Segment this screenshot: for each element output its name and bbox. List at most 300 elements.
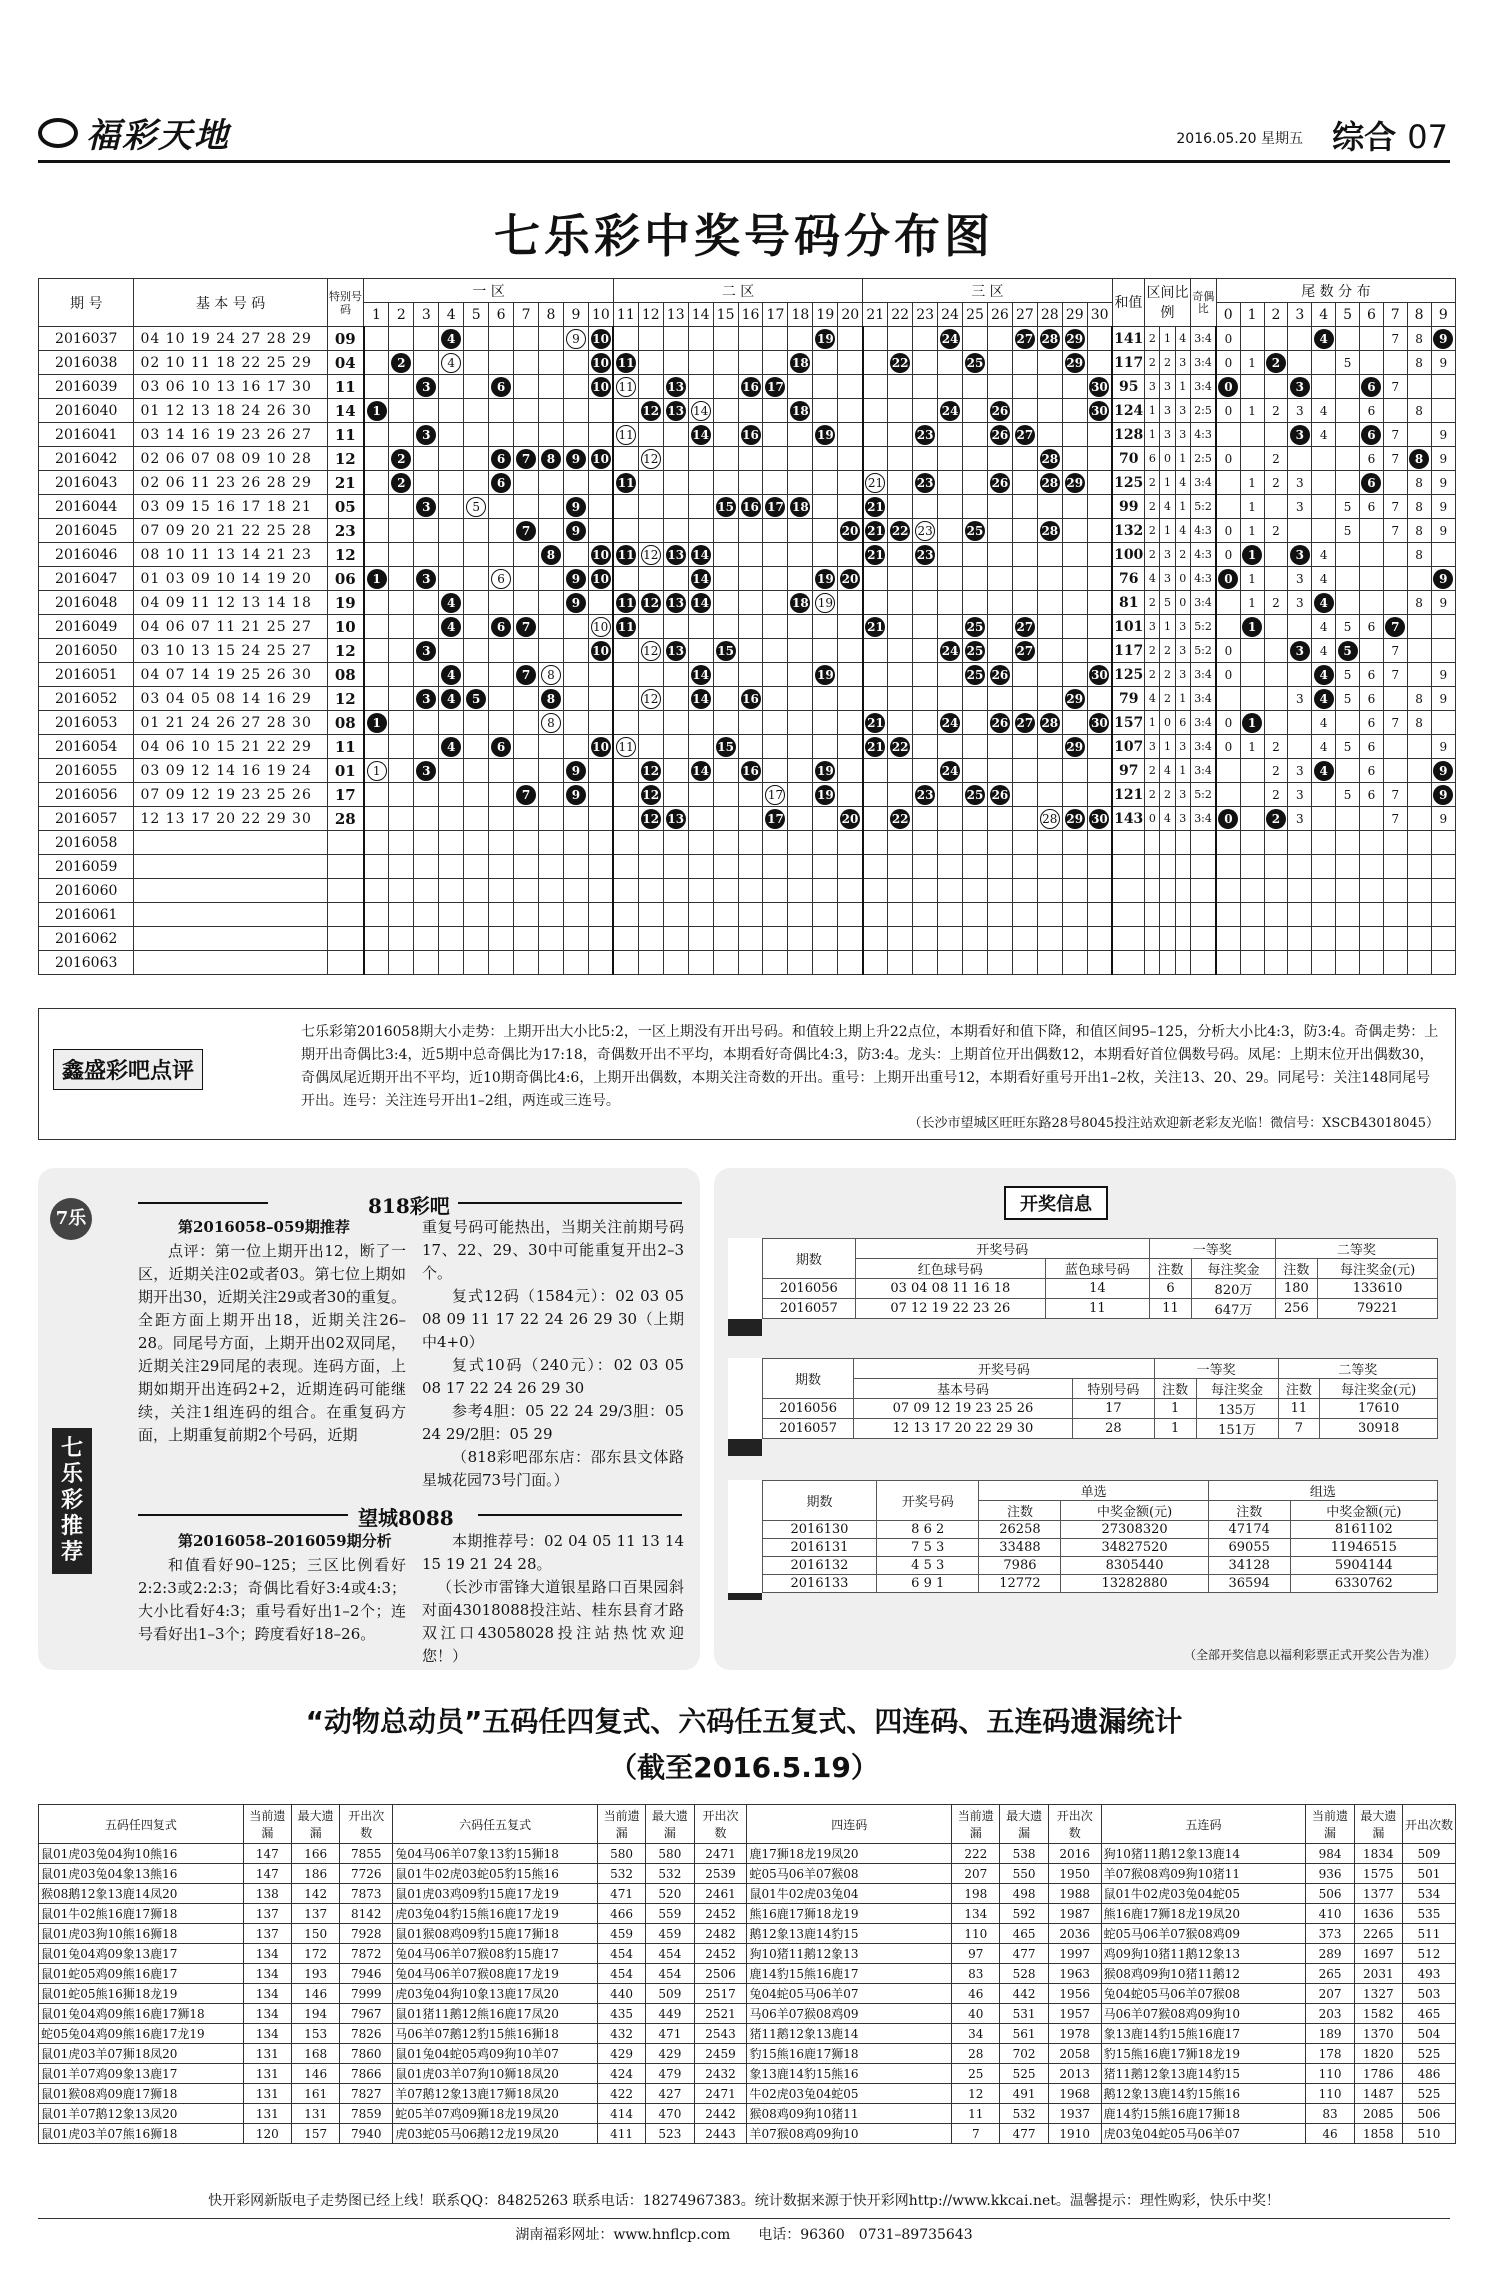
stats-combo: 兔04蛇05马06羊07 [747, 1984, 952, 2004]
number-cell [863, 351, 888, 375]
number-cell [439, 423, 464, 447]
tail-cell [1216, 903, 1240, 927]
tail-cell [1240, 447, 1264, 471]
drawn-ball: 3 [416, 377, 436, 397]
tail-cell: 3 [1288, 759, 1312, 783]
period-cell: 2016043 [39, 471, 134, 495]
footer-contact: 湖南福彩网址：www.hnflcp.com 电话：96360 0731–89735643 [515, 2227, 973, 2243]
tail-cell: 1 [1240, 519, 1264, 543]
special-cell [327, 903, 364, 927]
number-cell [563, 519, 588, 543]
kj-subhead: 每注奖金 [1196, 1379, 1278, 1399]
tail-cell [1407, 447, 1431, 471]
number-cell [663, 879, 688, 903]
drawn-ball: 9 [566, 761, 586, 781]
stats-value: 28 [952, 2044, 1000, 2064]
number-cell [963, 903, 988, 927]
number-cell [788, 855, 813, 879]
stats-value: 427 [646, 2084, 694, 2104]
special-cell: 17 [327, 783, 364, 807]
kj-cell: 30918 [1320, 1419, 1438, 1439]
number-cell [738, 471, 763, 495]
tail-cell [1336, 855, 1360, 879]
stats-value: 134 [243, 2004, 291, 2024]
stats-value: 477 [1000, 1944, 1048, 1964]
special-ball: 11 [616, 377, 636, 397]
number-cell [838, 351, 863, 375]
number-cell [688, 687, 713, 711]
number-cell [663, 927, 688, 951]
tail-cell [1431, 831, 1455, 855]
stats-combo: 鼠01虎03狗10熊16狮18 [39, 1924, 244, 1944]
stats-combo: 马06羊07鹅12豹15熊16狮18 [393, 2024, 598, 2044]
number-cell [364, 399, 389, 423]
number-cell [663, 351, 688, 375]
tail-cell [1288, 351, 1312, 375]
number-cell [563, 855, 588, 879]
number-cell [987, 519, 1012, 543]
number-cell [938, 831, 963, 855]
number-cell [588, 903, 613, 927]
number-cell [713, 351, 738, 375]
number-cell [563, 351, 588, 375]
number-cell [663, 759, 688, 783]
drawn-ball: 12 [641, 401, 661, 421]
drawn-ball: 2 [391, 473, 411, 493]
number-cell [613, 735, 638, 759]
number-cell [1087, 519, 1112, 543]
number-cell [439, 951, 464, 975]
stats-combo: 鼠01牛02虎03兔04 [747, 1884, 952, 1904]
number-cell [663, 663, 688, 687]
special-ball: 11 [616, 737, 636, 757]
tail-cell [1240, 783, 1264, 807]
number-cell [364, 879, 389, 903]
number-cell [888, 735, 913, 759]
stats-value: 525 [1402, 2044, 1455, 2064]
stats-value: 592 [1000, 1904, 1048, 1924]
head-number: 11 [613, 303, 638, 327]
period-cell: 2016039 [39, 375, 134, 399]
grid-row [39, 471, 1456, 495]
number-cell [738, 807, 763, 831]
interval-cell: 3 [1175, 735, 1190, 759]
tail-cell [1312, 927, 1336, 951]
drawn-ball: 16 [741, 689, 761, 709]
comment-text: 七乐彩第2016058期大小走势：上期开出大小比5:2，一区上期没有开出号码。和值较上期上升22点位，本期看好和值下降，和值区间95–125，分析大小比4:3，防3:4。奇偶走势：上期开出奇偶比3:4，近5期中总奇偶比为17:18，奇偶数开出不平均，本期看好奇偶比4:3，防3:4。龙头：上期首位开出偶数12，本期看好首位偶数号码。凤尾：上期末位开出偶数30，奇偶凤尾近期开出不平均，近10期奇偶比4:6，上期开出偶数，本期关注奇数的开出。重号：上期开出重号12，本期看好重号开出1–2枚，关注13、20、29。同尾号：关注148同尾号开出。连号：关注连号开出1–2组，两连或三连号。 [301, 1024, 1439, 1109]
number-cell [663, 639, 688, 663]
kj-cell: 14 [1045, 1279, 1149, 1299]
bar8088-name: 望城8088 [358, 1506, 454, 1530]
tail-cell: 6 [1359, 687, 1383, 711]
number-cell [588, 879, 613, 903]
number-cell [987, 711, 1012, 735]
number-cell [763, 591, 788, 615]
kj-head: 期数 [763, 1239, 856, 1279]
kj-cell: 33488 [979, 1539, 1061, 1557]
number-cell [938, 327, 963, 351]
stats-value: 137 [292, 1904, 340, 1924]
head-tail-digit: 4 [1312, 303, 1336, 327]
tail-cell [1359, 591, 1383, 615]
number-cell [439, 399, 464, 423]
number-cell [489, 447, 514, 471]
tail-cell: 8 [1407, 327, 1431, 351]
tail-cell [1288, 375, 1312, 399]
number-cell [563, 495, 588, 519]
number-cell [464, 447, 489, 471]
special-cell: 08 [327, 663, 364, 687]
logo-icon [38, 118, 78, 148]
interval-cell: 3 [1145, 615, 1160, 639]
number-cell [464, 543, 489, 567]
number-cell [1012, 543, 1037, 567]
kj-head: 单选 [979, 1481, 1208, 1501]
number-cell [713, 639, 738, 663]
number-cell [838, 615, 863, 639]
number-cell [738, 663, 763, 687]
number-cell [1062, 711, 1087, 735]
stats-combo: 鼠01牛02熊16鹿17狮18 [39, 1904, 244, 1924]
interval-cell [1175, 831, 1190, 855]
tail-cell [1216, 855, 1240, 879]
drawn-ball: 18 [790, 353, 810, 373]
head-number: 6 [489, 303, 514, 327]
stats-combo: 蛇05兔04鸡09熊16鹿17龙19 [39, 2024, 244, 2044]
number-cell [863, 711, 888, 735]
number-cell [1062, 567, 1087, 591]
grid-row [39, 591, 1456, 615]
ssq-table [728, 1238, 1438, 1319]
head-zone1: 一 区 [364, 279, 613, 303]
numbers-cell: 01 21 24 26 27 28 30 [134, 711, 327, 735]
interval-cell: 1 [1175, 687, 1190, 711]
number-cell [938, 447, 963, 471]
kj-cell: 1 [1154, 1399, 1196, 1419]
stats-head: 开出次数 [1048, 1805, 1101, 1844]
number-cell [963, 711, 988, 735]
interval-cell: 1 [1175, 759, 1190, 783]
tail-cell: 9 [1431, 447, 1455, 471]
stats-value: 147 [243, 1844, 291, 1864]
head-number: 22 [888, 303, 913, 327]
special-ball: 12 [641, 449, 661, 469]
number-cell [838, 423, 863, 447]
number-cell [439, 543, 464, 567]
number-cell [913, 615, 938, 639]
grid-row [39, 903, 1456, 927]
stats-value: 146 [292, 1984, 340, 2004]
tail-cell [1216, 471, 1240, 495]
stats-combo: 鼠01虎03兔04狗10熊16 [39, 1844, 244, 1864]
interval-cell: 0 [1160, 447, 1175, 471]
interval-cell [1160, 855, 1175, 879]
stats-value: 203 [1306, 2004, 1354, 2024]
period-cell: 2016050 [39, 639, 134, 663]
tail-cell [1288, 519, 1312, 543]
drawn-ball: 14 [691, 569, 711, 589]
drawn-ball: 13 [666, 641, 686, 661]
bar8088-col1: 和值看好90–125；三区比例看好2:2:3或2:2:3；奇偶比看好3:4或4:3；大小比看好4:3；重号看好出1–2个；连号看好出1–3个；跨度看好18–26。 [138, 1556, 406, 1643]
number-cell [888, 591, 913, 615]
interval-cell: 1 [1160, 615, 1175, 639]
drawn-ball: 24 [940, 641, 960, 661]
tail-cell [1240, 423, 1264, 447]
drawn-ball: 10 [591, 377, 611, 397]
number-cell [838, 783, 863, 807]
tail-cell: 8 [1407, 351, 1431, 375]
interval-cell: 2 [1145, 519, 1160, 543]
number-cell [389, 495, 414, 519]
number-cell [863, 519, 888, 543]
number-cell [838, 399, 863, 423]
stats-value: 1963 [1048, 1964, 1101, 1984]
number-cell [489, 519, 514, 543]
sum-cell: 157 [1112, 711, 1145, 735]
number-cell [813, 951, 838, 975]
head-number: 20 [838, 303, 863, 327]
tail-cell [1407, 855, 1431, 879]
number-cell [389, 879, 414, 903]
number-cell [414, 759, 439, 783]
stats-value: 2461 [694, 1884, 747, 1904]
stats-value: 477 [1000, 2124, 1048, 2144]
drawn-ball: 10 [591, 353, 611, 373]
stats-value: 466 [597, 1904, 645, 1924]
drawn-ball: 6 [491, 737, 511, 757]
stats-value: 493 [1402, 1964, 1455, 1984]
number-cell [514, 735, 539, 759]
number-cell [638, 591, 663, 615]
stats-value: 2265 [1354, 1924, 1402, 1944]
drawn-ball: 24 [940, 713, 960, 733]
stats-value: 7999 [340, 1984, 393, 2004]
grid-row [39, 855, 1456, 879]
number-cell [414, 879, 439, 903]
number-cell [913, 543, 938, 567]
period-cell: 2016038 [39, 351, 134, 375]
number-cell [489, 567, 514, 591]
number-cell [863, 735, 888, 759]
stats-value: 7946 [340, 1964, 393, 1984]
drawn-ball: 8 [541, 689, 561, 709]
special-cell: 12 [327, 447, 364, 471]
tail-cell: 0 [1216, 399, 1240, 423]
number-cell [1062, 495, 1087, 519]
number-cell [1037, 783, 1062, 807]
number-cell [489, 735, 514, 759]
number-cell [389, 351, 414, 375]
special-cell: 11 [327, 735, 364, 759]
tail-cell [1312, 855, 1336, 879]
interval-cell: 1 [1175, 495, 1190, 519]
number-cell [439, 735, 464, 759]
interval-cell: 1 [1145, 423, 1160, 447]
tail-cell: 2 [1264, 399, 1288, 423]
number-cell [963, 399, 988, 423]
grid-row [39, 615, 1456, 639]
number-cell [464, 711, 489, 735]
number-cell [489, 591, 514, 615]
number-cell [439, 879, 464, 903]
tail-cell: 1 [1240, 591, 1264, 615]
number-cell [1062, 783, 1087, 807]
number-cell [414, 927, 439, 951]
tail-cell [1240, 903, 1264, 927]
tail-cell [1216, 495, 1240, 519]
number-cell [688, 495, 713, 519]
tail-cell: 7 [1383, 447, 1407, 471]
grid-row [39, 447, 1456, 471]
tail-cell [1383, 615, 1407, 639]
tail-cell [1288, 543, 1312, 567]
tail-repeat-ball: 6 [1361, 473, 1381, 493]
kj-subhead: 蓝色球号码 [1045, 1259, 1149, 1279]
number-cell [813, 807, 838, 831]
number-cell [1087, 495, 1112, 519]
number-cell [987, 855, 1012, 879]
tail-cell [1288, 639, 1312, 663]
number-cell [863, 423, 888, 447]
number-cell [464, 783, 489, 807]
number-cell [863, 879, 888, 903]
tail-cell [1312, 447, 1336, 471]
stats-value: 25 [952, 2064, 1000, 2084]
number-cell [888, 687, 913, 711]
bar8088-note: （长沙市雷锋大道银星路口百果园斜对面43018088投注站、桂东县育才路双江口43058028投注站热忱欢迎您！） [422, 1578, 684, 1665]
interval-cell: 2 [1145, 495, 1160, 519]
number-cell [514, 615, 539, 639]
tail-cell [1264, 879, 1288, 903]
number-cell [888, 807, 913, 831]
tail-cell: 1 [1240, 495, 1264, 519]
oddeven-cell [1190, 855, 1216, 879]
number-cell [663, 783, 688, 807]
kj-cell: 11 [1045, 1299, 1149, 1319]
oddeven-cell: 2:5 [1190, 399, 1216, 423]
stats-value: 83 [1306, 2104, 1354, 2124]
comment-badge: 鑫盛彩吧点评 [53, 1049, 203, 1090]
number-cell [464, 927, 489, 951]
drawn-ball: 24 [940, 329, 960, 349]
sum-cell: 121 [1112, 783, 1145, 807]
number-cell [888, 495, 913, 519]
drawn-ball: 5 [466, 689, 486, 709]
number-cell [963, 855, 988, 879]
tail-cell [1431, 855, 1455, 879]
number-cell [1037, 423, 1062, 447]
tail-cell [1264, 495, 1288, 519]
number-cell [738, 351, 763, 375]
number-cell [563, 399, 588, 423]
drawn-ball: 15 [716, 641, 736, 661]
tail-cell [1264, 807, 1288, 831]
sum-cell: 81 [1112, 591, 1145, 615]
number-cell [1087, 399, 1112, 423]
sum-cell: 107 [1112, 735, 1145, 759]
number-cell [863, 903, 888, 927]
stats-head: 开出次数 [694, 1805, 747, 1844]
stats-value: 7855 [340, 1844, 393, 1864]
number-cell [364, 807, 389, 831]
stats-combo: 鼠01牛02虎03蛇05豹15熊16 [393, 1864, 598, 1884]
number-cell [364, 663, 389, 687]
number-cell [1012, 375, 1037, 399]
tail-cell [1336, 543, 1360, 567]
tail-cell [1288, 903, 1312, 927]
tail-repeat-ball: 1 [1242, 545, 1262, 565]
head-tail: 尾 数 分 布 [1216, 279, 1455, 303]
number-cell [913, 447, 938, 471]
special-cell [327, 831, 364, 855]
number-cell [888, 639, 913, 663]
drawn-ball: 28 [1040, 449, 1060, 469]
tail-cell: 2 [1264, 447, 1288, 471]
number-cell [489, 327, 514, 351]
number-cell [688, 399, 713, 423]
number-cell [364, 447, 389, 471]
interval-cell: 2 [1145, 543, 1160, 567]
number-cell [588, 807, 613, 831]
number-cell [613, 375, 638, 399]
drawn-ball: 3 [416, 497, 436, 517]
sum-cell: 95 [1112, 375, 1145, 399]
kj-cell: 647万 [1192, 1299, 1275, 1319]
stats-value: 535 [1402, 1904, 1455, 1924]
head-number: 25 [963, 303, 988, 327]
number-cell [987, 903, 1012, 927]
number-cell [1062, 879, 1087, 903]
drawn-ball: 15 [716, 737, 736, 757]
number-cell [688, 663, 713, 687]
number-cell [713, 735, 738, 759]
number-cell [663, 399, 688, 423]
number-cell [688, 519, 713, 543]
stats-value: 2543 [694, 2024, 747, 2044]
tail-cell: 9 [1431, 663, 1455, 687]
number-cell [588, 711, 613, 735]
grid-row [39, 423, 1456, 447]
period-cell: 2016042 [39, 447, 134, 471]
kj-cell: 5904144 [1290, 1557, 1437, 1575]
number-cell [389, 327, 414, 351]
special-cell: 12 [327, 687, 364, 711]
number-cell [813, 831, 838, 855]
number-cell [1087, 807, 1112, 831]
number-cell [514, 663, 539, 687]
drawn-ball: 24 [940, 761, 960, 781]
stats-value: 2013 [1048, 2064, 1101, 2084]
number-cell [563, 807, 588, 831]
stats-value: 984 [1306, 1844, 1354, 1864]
number-cell [738, 495, 763, 519]
number-cell [963, 615, 988, 639]
number-cell [414, 807, 439, 831]
number-cell [613, 903, 638, 927]
tail-cell [1407, 735, 1431, 759]
kj-subhead: 每注奖金(元) [1318, 1259, 1438, 1279]
number-cell [888, 351, 913, 375]
oddeven-cell: 3:4 [1190, 759, 1216, 783]
tail-cell: 9 [1431, 591, 1455, 615]
number-cell [738, 591, 763, 615]
number-cell [1062, 927, 1087, 951]
head-basic: 基 本 号 码 [134, 279, 327, 327]
numbers-cell: 03 04 05 08 14 16 29 [134, 687, 327, 711]
oddeven-cell: 3:4 [1190, 591, 1216, 615]
drawn-ball: 30 [1089, 665, 1109, 685]
stats-head: 最大遗漏 [646, 1805, 694, 1844]
